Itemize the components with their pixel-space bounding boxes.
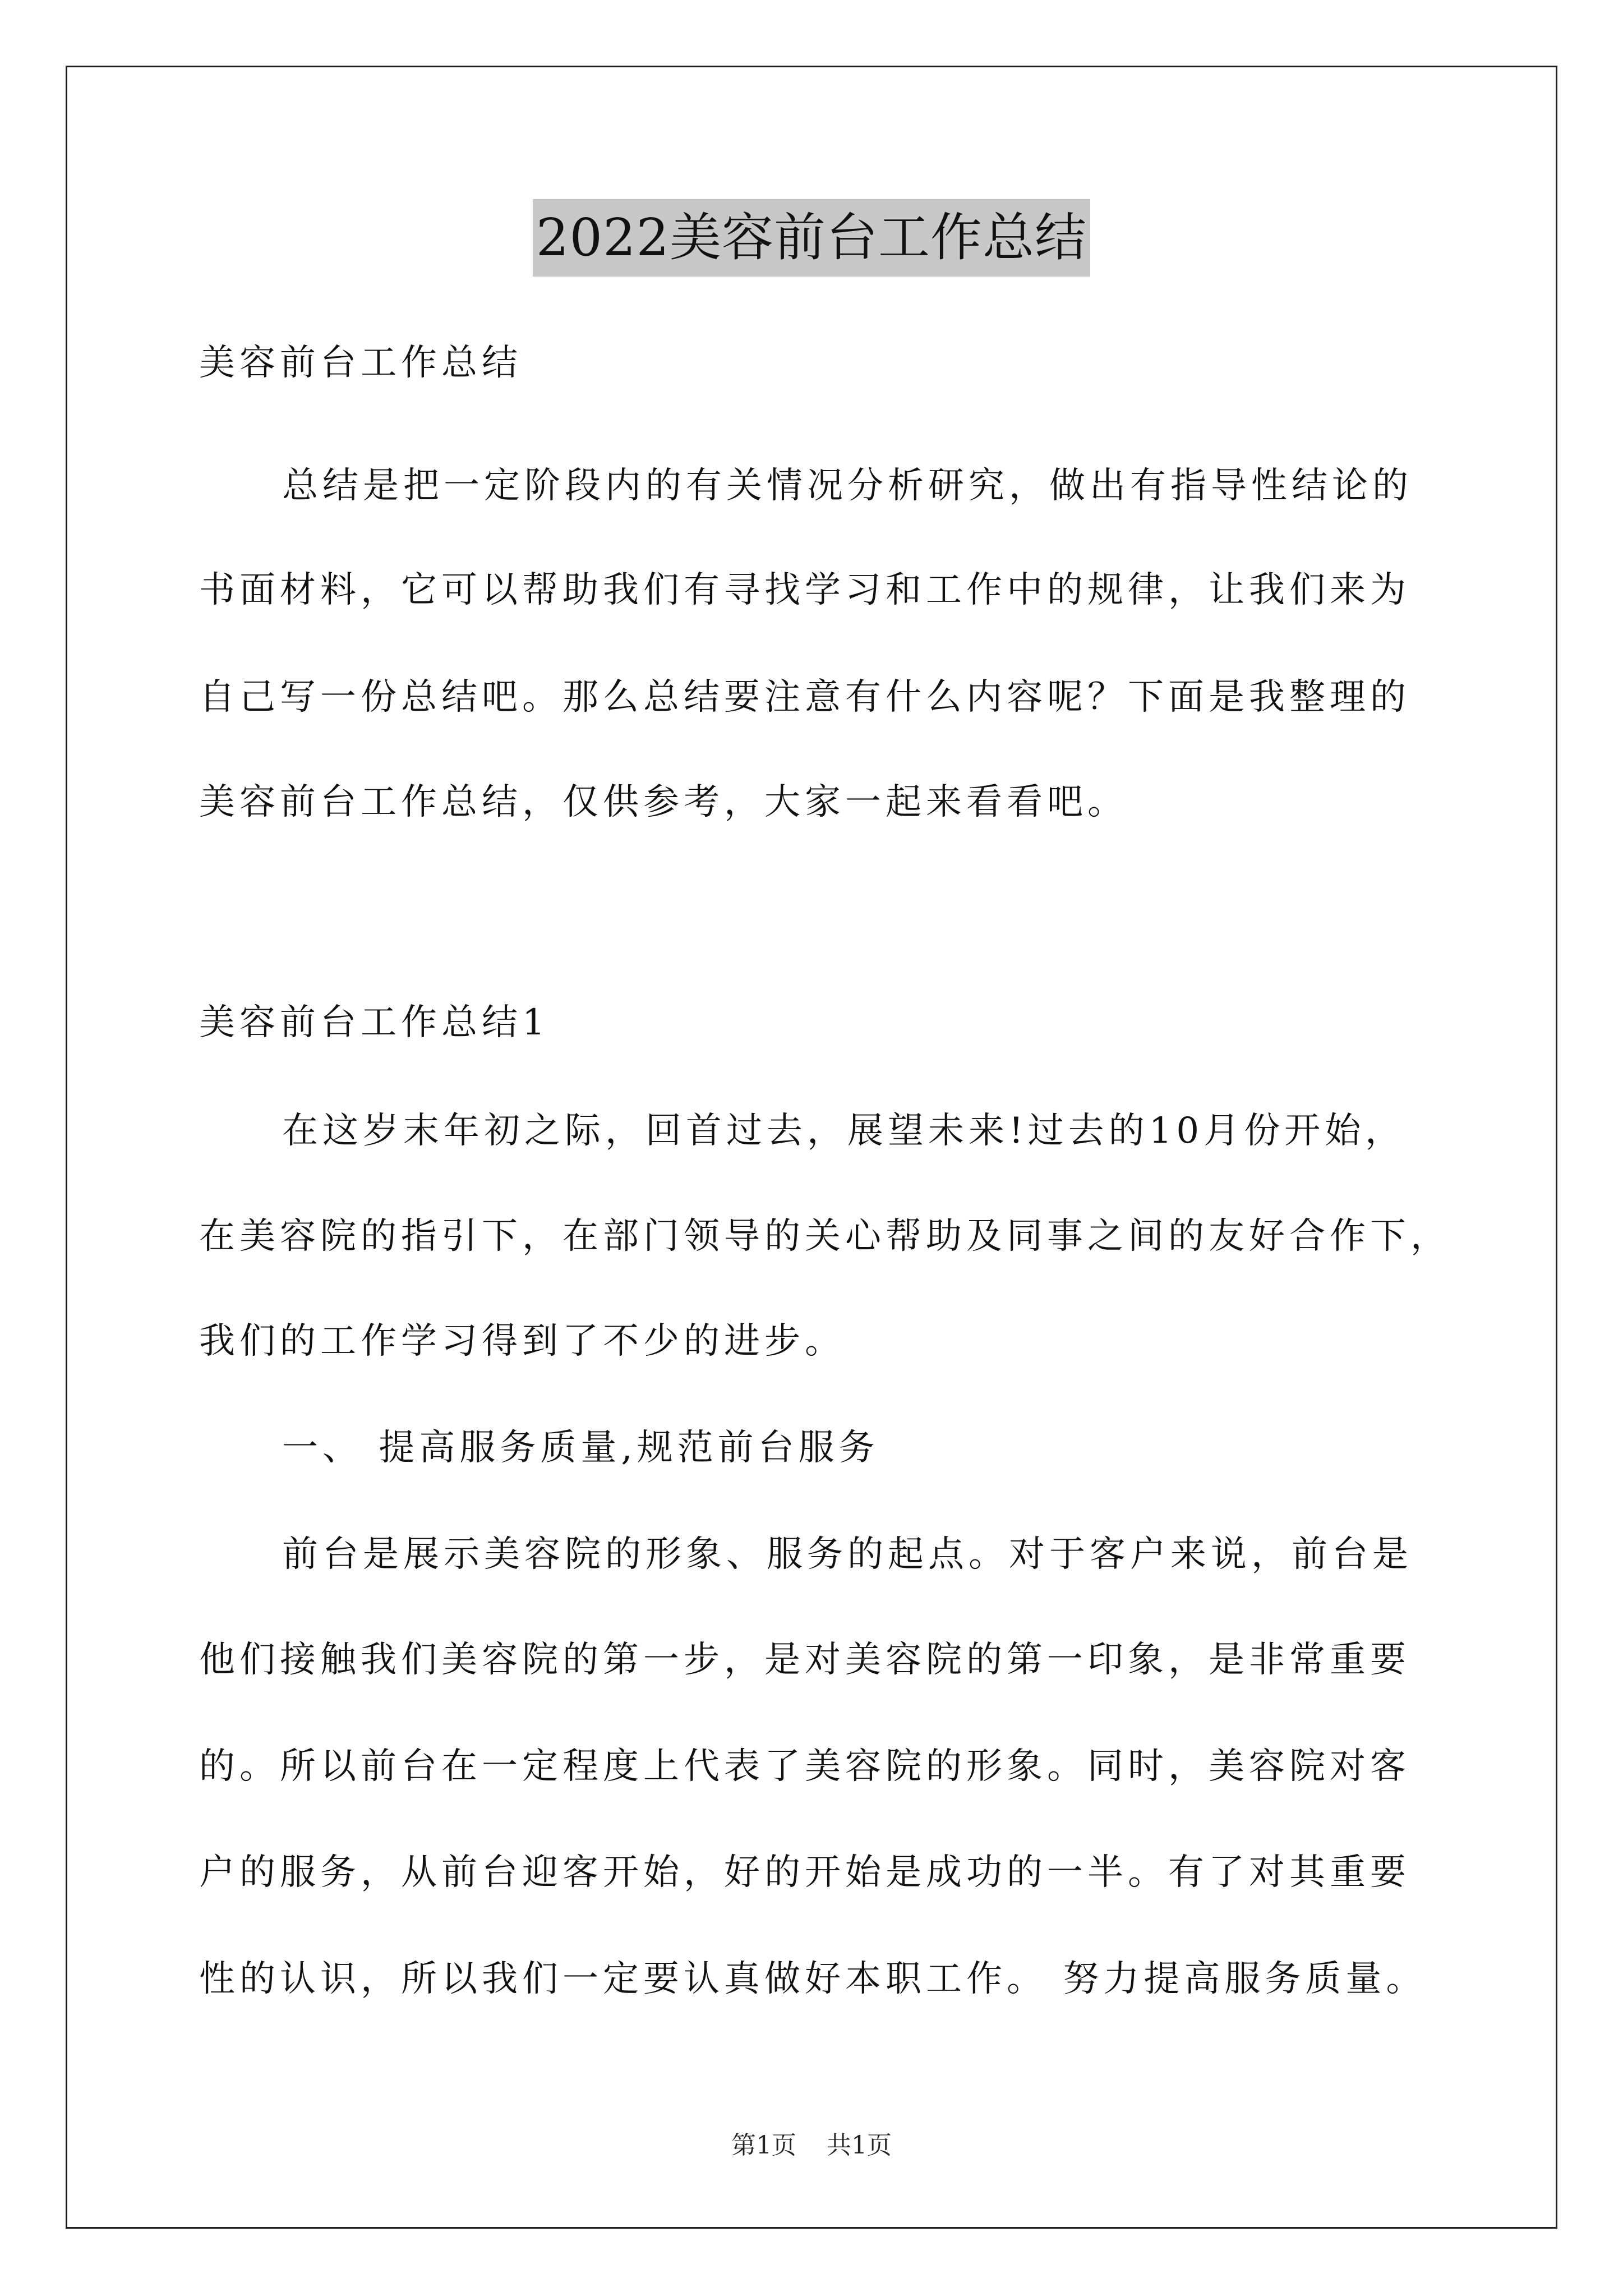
paragraph-line: 前台是展示美容院的形象、服务的起点。对于客户来说，前台是 — [282, 1534, 1413, 1575]
paragraph-line: 书面材料，它可以帮助我们有寻找学习和工作中的规律，让我们来为 — [199, 569, 1410, 611]
document-title: 2022美容前台工作总结 — [533, 199, 1090, 277]
paragraph-line: 总结是把一定阶段内的有关情况分析研究，做出有指导性结论的 — [282, 465, 1413, 507]
subtitle-line: 美容前台工作总结 — [199, 342, 522, 384]
page-number-current: 第1页 — [731, 2131, 796, 2160]
section-heading: 美容前台工作总结1 — [199, 1002, 550, 1043]
paragraph-line: 性的认识，所以我们一定要认真做好本职工作。 努力提高服务质量。 — [199, 1958, 1427, 2000]
paragraph-line: 自己写一份总结吧。那么总结要注意有什么内容呢？下面是我整理的 — [199, 677, 1410, 718]
paragraph-line: 在美容院的指引下，在部门领导的关心帮助及同事之间的友好合作下， — [199, 1216, 1451, 1257]
paragraph-line: 的。所以前台在一定程度上代表了美容院的形象。同时，美容院对客 — [199, 1746, 1410, 1787]
list-heading: 一、 提高服务质量,规范前台服务 — [282, 1427, 879, 1469]
paragraph-line: 在这岁末年初之际，回首过去，展望未来!过去的10月份开始， — [282, 1110, 1406, 1152]
paragraph-line: 他们接触我们美容院的第一步，是对美容院的第一印象，是非常重要 — [199, 1639, 1410, 1681]
title-container — [0, 199, 1623, 277]
page-number-total: 共1页 — [827, 2131, 892, 2160]
paragraph-line: 我们的工作学习得到了不少的进步。 — [199, 1320, 845, 1362]
paragraph-line: 户的服务，从前台迎客开始，好的开始是成功的一半。有了对其重要 — [199, 1852, 1410, 1893]
paragraph-line: 美容前台工作总结，仅供参考，大家一起来看看吧。 — [199, 781, 1128, 823]
page-footer — [0, 2129, 1623, 2162]
